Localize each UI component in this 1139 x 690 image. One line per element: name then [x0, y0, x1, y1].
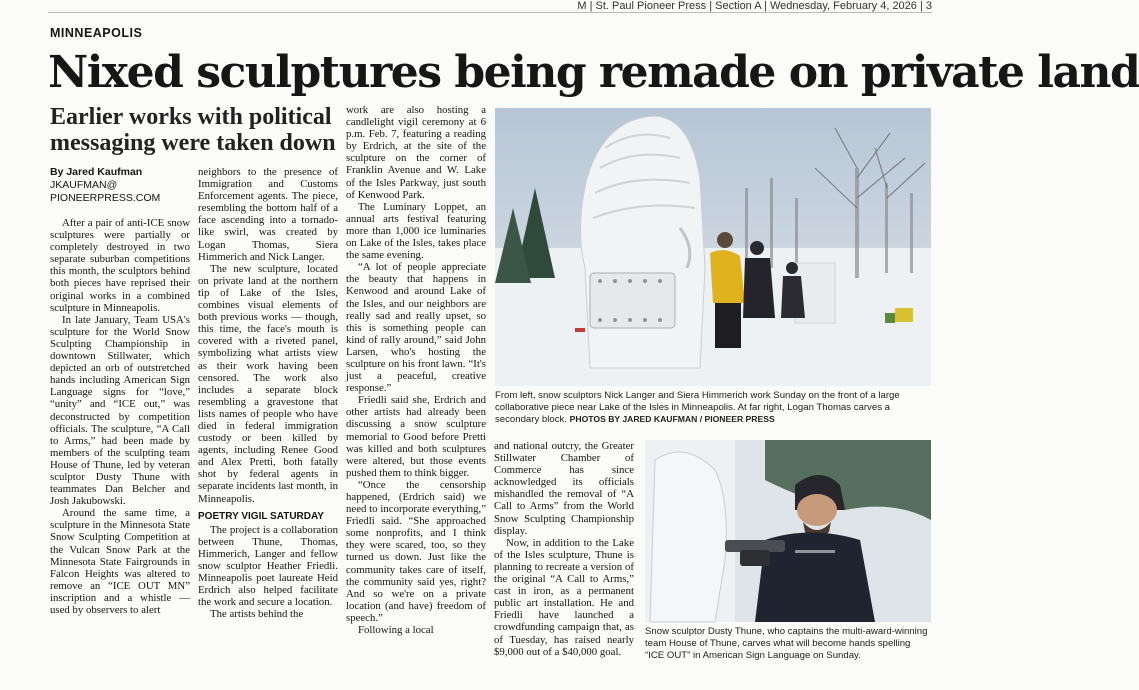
article-column-2: [198, 166, 338, 620]
paragraph: The Luminary Loppet, an annual arts festival featuring more than 1,000 ice luminaries on Lake of the Isles, takes place the same evening.: [346, 200, 486, 262]
byline-author: By Jared Kaufman: [50, 166, 143, 178]
deck-subheadline: Earlier works with political messaging were taken down: [50, 104, 336, 156]
page-folio: M | St. Paul Pioneer Press | Section A | Wednesday, February 4, 2026 | 3: [577, 0, 932, 12]
paragraph: “Once the censorship happened, (Erdrich said) we need to incorporate everything,” Friedli said. “She approached some nonprofits, and I think they were scared, too, so they turned us down. Just like the community takes care of itself, the community said yes, right? And so we're on a private location (and have) freedom of speech.”: [346, 478, 486, 624]
byline: [50, 166, 190, 205]
paragraph: The new sculpture, located on private land at the northern tip of Lake of the Isles, combines visual elements of both previous works — though, this time, the face's mouth is covered with a riveted panel, symbolizing what artists view as their work having been censored. The work also includes a separate block resembling a gravestone that lists names of people who have died in federal immigration custody or been killed by agents, including Renee Good and Alex Pretti, both fatally shot by federal agents in separate incidents last month, in Minneapolis.: [198, 262, 338, 505]
photo-credit: PHOTOS BY JARED KAUFMAN / PIONEER PRESS: [569, 413, 775, 424]
section-label: MINNEAPOLIS: [50, 26, 143, 40]
photo-sculptors-at-work: [495, 108, 931, 386]
top-rule: [48, 12, 932, 13]
paragraph: neighbors to the presence of Immigration and Customs Enforcement agents. The piece, resembling the bottom half of a face ascending into a tornado-like swirl, was created by Logan Thomas, Siera Himmerich and Nick Langer.: [198, 166, 338, 263]
paragraph: Now, in addition to the Lake of the Isles sculpture, Thune is planning to recreate a version of the original “A Call to Arms,” cast in iron, as a permanent public art installation. He and Friedli have launched a crowdfunding campaign that, as of Tuesday, has raised nearly $9,000 out of a $40,000 goal.: [494, 536, 634, 658]
photo2-caption: Snow sculptor Dusty Thune, who captains the multi-award-winning team House of Thune, carves what will become hands spelling “ICE OUT” in American Sign Language on Sunday.: [645, 626, 928, 661]
article-column-3: [346, 104, 486, 636]
paragraph: and national outcry, the Greater Stillwater Chamber of Commerce has since acknowledged its officials mishandled the removal of “A Call to Arms” from the World Snow Sculpting Championship display.: [494, 440, 634, 537]
paragraph: After a pair of anti-ICE snow sculptures were partially or completely destroyed in two separate suburban competitions this month, the sculptors behind both pieces have reprised their original works in a combined sculpture in Minneapolis.: [50, 217, 190, 314]
article-column-1: [50, 217, 190, 616]
paragraph: work are also hosting a candlelight vigil ceremony at 6 p.m. Feb. 7, featuring a reading by Erdrich, at the site of the sculpture on the corner of Franklin Avenue and W. Lake of the Isles Parkway, just south of Kenwood Park.: [346, 104, 486, 201]
paragraph: Around the same time, a sculpture in the Minnesota State Snow Sculpting Competition at the Vulcan Snow Park at the Minnesota State Fairgrounds in Falcon Heights was altered to remove an “ICE OUT MN” inscription and a whistle — used by observers to alert: [50, 507, 190, 616]
photo1-caption: [495, 390, 931, 425]
headline: Nixed sculptures being remade on private land: [48, 47, 1139, 98]
paragraph: The artists behind the: [210, 608, 304, 621]
paragraph: In late January, Team USA's sculpture for the World Snow Sculpting Championship in downtown Stillwater, which depicted an orb of outstretched hands including American Sign Language signs for “love,” “unity” and “ICE out,” was deconstructed by competition officials. The sculpture, “A Call to Arms,” had been made by members of the sculpting team House of Thune, led by veteran sculptor Dusty Thune with teammates Dan Belcher and Josh Jakubowski.: [50, 313, 190, 508]
paragraph: The project is a collaboration between Thune, Thomas, Himmerich, Langer and fellow snow sculptor Heather Friedli. Minneapolis poet laureate Heid Erdrich also helped facilitate the work and secure a location.: [198, 523, 338, 609]
paragraph: Following a local: [358, 624, 434, 637]
byline-email-handle: JKAUFMAN@: [50, 179, 118, 191]
paragraph: “A lot of people appreciate the beauty that happens in Kenwood and around Lake of the Isles, and our neighbors are really sad and really upset, so this is something people can kind of rally around,” said John Larsen, who's hosting the sculpture on his front lawn. “It's just a peaceful, creative response.”: [346, 261, 486, 395]
subhead: POETRY VIGIL SATURDAY: [198, 510, 324, 522]
paragraph: Friedli said she, Erdrich and other artists had already been discussing a snow sculpture memorial to Good before Pretti was killed and both sculptures were altered, but those events pushed them to think bigger.: [346, 394, 486, 479]
article-column-4: [494, 440, 634, 658]
photo1-caption-text: From left, snow sculptors Nick Langer and Siera Himmerich work Sunday on the front of a large collaborative piece near Lake of the Isles in Minneapolis. At far right, Logan Thomas carves a secondary block.: [495, 390, 900, 425]
byline-email-domain: PIONEERPRESS.COM: [50, 192, 161, 204]
photo-dusty-thune-carving: [645, 440, 931, 622]
